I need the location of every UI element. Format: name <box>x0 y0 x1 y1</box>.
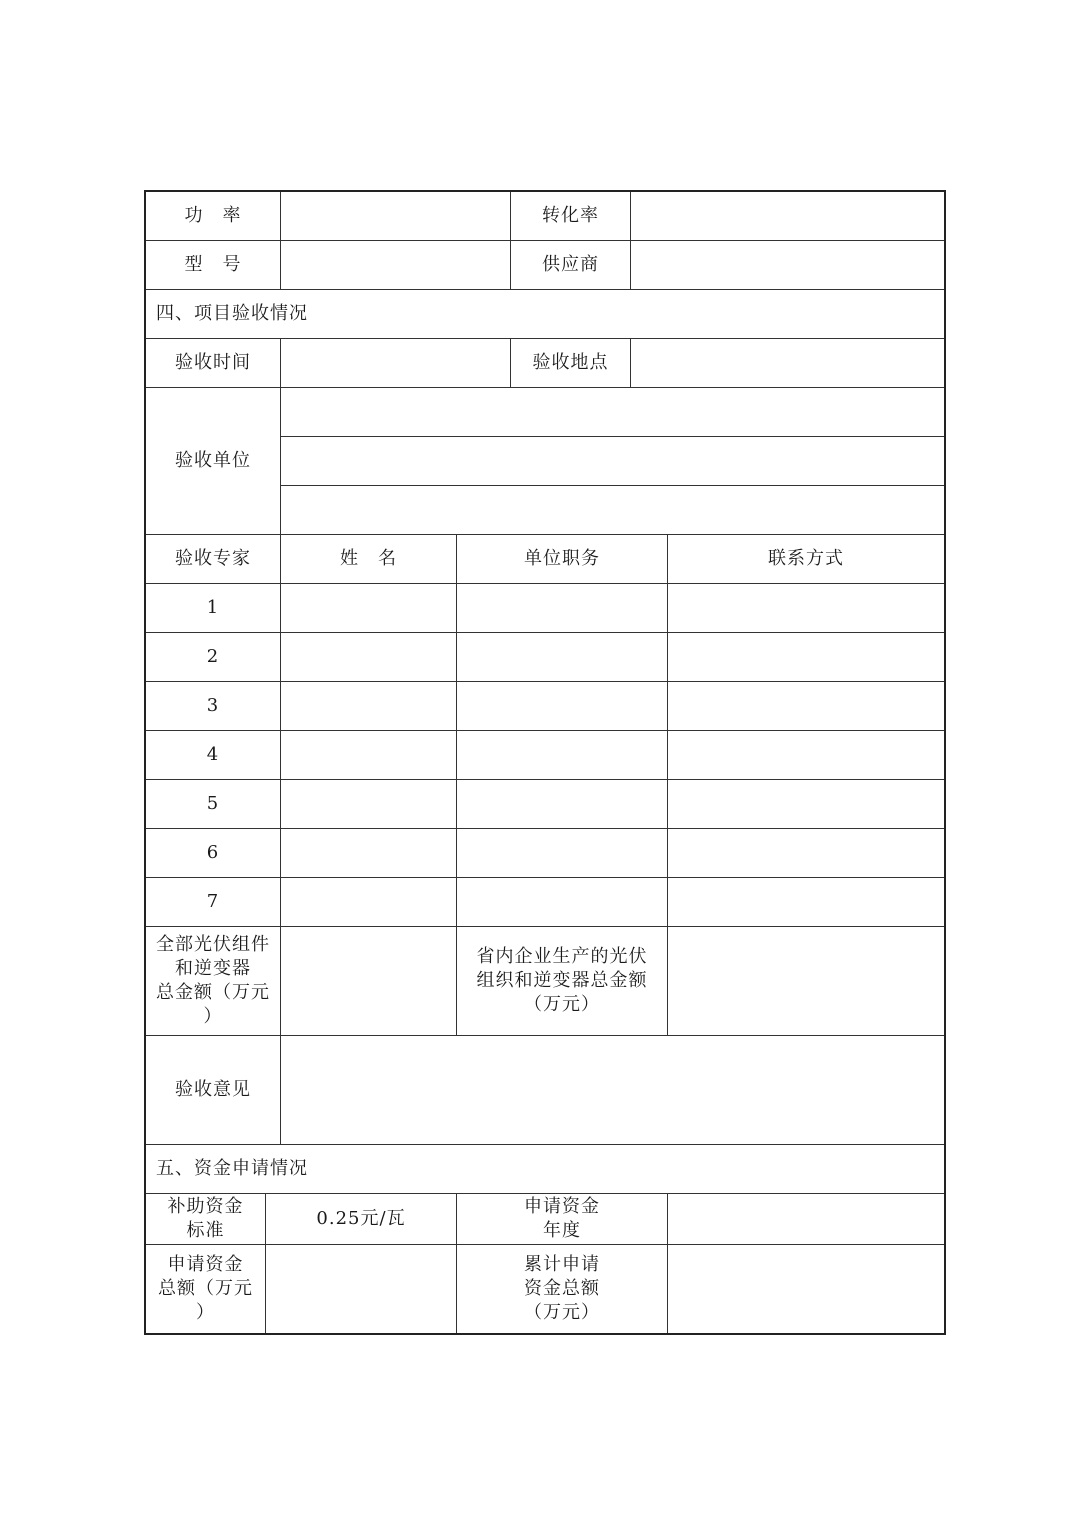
province-amount-label-cell <box>457 927 668 1036</box>
model-label-cell <box>146 241 281 290</box>
expert-row-number: 4 <box>206 744 220 765</box>
expert-row-5-position[interactable] <box>457 780 668 829</box>
section5-title-cell <box>146 1145 944 1194</box>
acceptance-unit-line-1[interactable] <box>281 388 944 437</box>
apply-year-label: 申请资金 年度 <box>524 1196 600 1241</box>
acceptance-time-label-cell <box>146 339 281 388</box>
expert-row-1-position[interactable] <box>457 584 668 633</box>
power-label: 功 率 <box>184 205 242 226</box>
expert-row-6-number-cell <box>146 829 281 878</box>
acceptance-unit-line-3[interactable] <box>281 486 944 535</box>
expert-row-number: 7 <box>206 891 220 912</box>
total-amount-label-cell <box>146 927 281 1036</box>
expert-row-number: 5 <box>206 793 220 814</box>
model-label: 型 号 <box>184 254 242 275</box>
expert-row-number: 3 <box>206 695 220 716</box>
expert-row-1-number-cell <box>146 584 281 633</box>
supplier-label: 供应商 <box>542 254 599 275</box>
expert-row-3-number-cell <box>146 682 281 731</box>
subsidy-standard-label-cell <box>146 1194 266 1245</box>
expert-row-number: 6 <box>206 842 220 863</box>
apply-total-value-cell[interactable] <box>266 1245 457 1333</box>
acceptance-unit-label: 验收单位 <box>175 450 251 471</box>
expert-row-3-contact[interactable] <box>668 682 944 731</box>
expert-row-2-number-cell <box>146 633 281 682</box>
province-amount-value-cell[interactable] <box>668 927 944 1036</box>
subsidy-standard-value: 0.25元/瓦 <box>316 1208 406 1229</box>
experts-label-cell <box>146 535 281 584</box>
expert-row-4-position[interactable] <box>457 731 668 780</box>
subsidy-standard-value-cell <box>266 1194 457 1245</box>
cumulative-label: 累计申请 资金总额 （万元） <box>524 1254 600 1323</box>
expert-position-header: 单位职务 <box>524 548 600 569</box>
expert-row-number: 2 <box>206 646 220 667</box>
expert-row-2-position[interactable] <box>457 633 668 682</box>
expert-row-2-contact[interactable] <box>668 633 944 682</box>
expert-position-header-cell <box>457 535 668 584</box>
expert-row-7-number-cell <box>146 878 281 927</box>
expert-row-7-name[interactable] <box>281 878 457 927</box>
total-amount-label: 全部光伏组件 和逆变器 总金额（万元 ） <box>156 934 270 1027</box>
expert-row-3-position[interactable] <box>457 682 668 731</box>
expert-contact-header-cell <box>668 535 944 584</box>
section4-title-cell <box>146 290 944 339</box>
expert-row-5-number-cell <box>146 780 281 829</box>
cumulative-value-cell[interactable] <box>668 1245 944 1333</box>
acceptance-form-table <box>144 190 946 1335</box>
experts-label: 验收专家 <box>175 548 251 569</box>
opinion-value-cell[interactable] <box>281 1036 944 1145</box>
expert-name-header-cell <box>281 535 457 584</box>
expert-row-4-number-cell <box>146 731 281 780</box>
expert-row-6-position[interactable] <box>457 829 668 878</box>
conversion-value-cell[interactable] <box>631 192 944 241</box>
conversion-label-cell <box>511 192 631 241</box>
apply-year-label-cell <box>457 1194 668 1245</box>
apply-total-label: 申请资金 总额（万元 ） <box>158 1254 253 1323</box>
acceptance-time-value-cell[interactable] <box>281 339 511 388</box>
expert-name-header: 姓 名 <box>340 548 397 569</box>
expert-row-5-contact[interactable] <box>668 780 944 829</box>
expert-row-5-name[interactable] <box>281 780 457 829</box>
cumulative-label-cell <box>457 1245 668 1333</box>
supplier-value-cell[interactable] <box>631 241 944 290</box>
expert-row-4-contact[interactable] <box>668 731 944 780</box>
expert-contact-header: 联系方式 <box>768 548 844 569</box>
section5-title: 五、资金申请情况 <box>156 1158 308 1179</box>
section4-title: 四、项目验收情况 <box>156 303 308 324</box>
expert-row-2-name[interactable] <box>281 633 457 682</box>
expert-row-7-position[interactable] <box>457 878 668 927</box>
supplier-label-cell <box>511 241 631 290</box>
conversion-label: 转化率 <box>542 205 599 226</box>
acceptance-unit-line-2[interactable] <box>281 437 944 486</box>
expert-row-number: 1 <box>206 597 220 618</box>
expert-row-4-name[interactable] <box>281 731 457 780</box>
acceptance-place-label: 验收地点 <box>532 352 609 373</box>
subsidy-standard-label: 补助资金 标准 <box>167 1196 244 1241</box>
expert-row-6-contact[interactable] <box>668 829 944 878</box>
power-label-cell <box>146 192 281 241</box>
expert-row-6-name[interactable] <box>281 829 457 878</box>
acceptance-unit-label-cell <box>146 388 281 535</box>
total-amount-value-cell[interactable] <box>281 927 457 1036</box>
apply-year-value-cell[interactable] <box>668 1194 944 1245</box>
province-amount-label: 省内企业生产的光伏 组织和逆变器总金额 （万元） <box>476 946 648 1015</box>
expert-row-7-contact[interactable] <box>668 878 944 927</box>
acceptance-time-label: 验收时间 <box>175 352 251 373</box>
model-value-cell[interactable] <box>281 241 511 290</box>
expert-row-3-name[interactable] <box>281 682 457 731</box>
opinion-label-cell <box>146 1036 281 1145</box>
acceptance-place-value-cell[interactable] <box>631 339 944 388</box>
opinion-label: 验收意见 <box>175 1079 251 1100</box>
apply-total-label-cell <box>146 1245 266 1333</box>
expert-row-1-name[interactable] <box>281 584 457 633</box>
expert-row-1-contact[interactable] <box>668 584 944 633</box>
power-value-cell[interactable] <box>281 192 511 241</box>
acceptance-place-label-cell <box>511 339 631 388</box>
